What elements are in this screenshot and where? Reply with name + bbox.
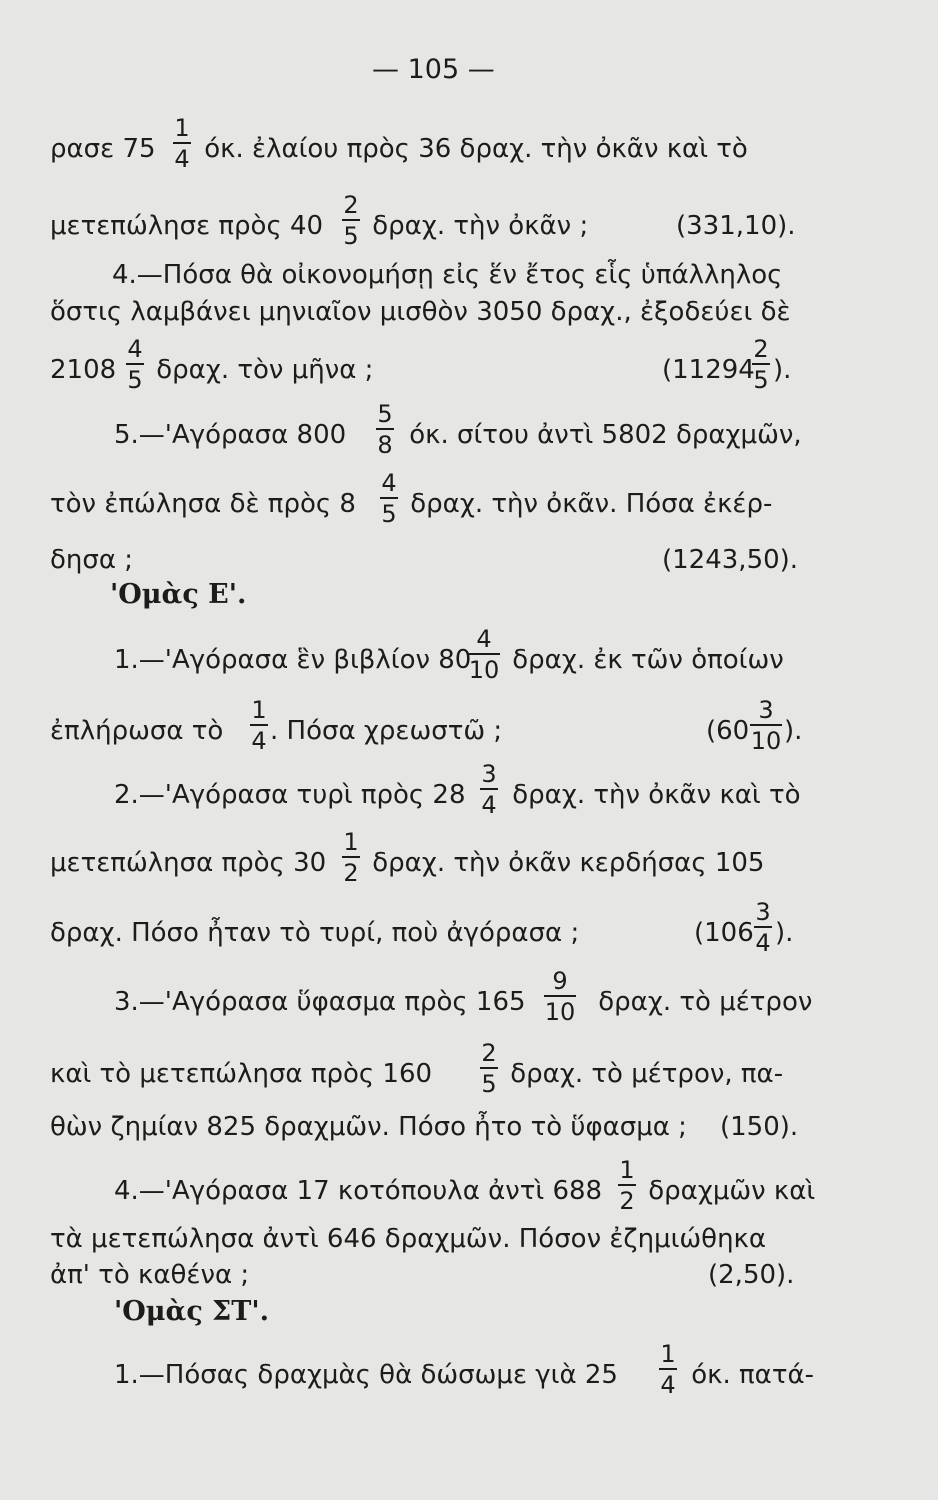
- text-line: 2.—'Αγόρασα τυρὶ πρὸς 28: [114, 780, 466, 810]
- fraction: 2 5: [481, 1039, 497, 1098]
- answer: (331,10).: [676, 211, 796, 241]
- text-line: ὅστις λαμβάνει μηνιαῖον μισθὸν 3050 δραχ., ἐξοδεύει δὲ: [50, 297, 791, 327]
- fraction: 2 5: [753, 335, 769, 394]
- answer: ).: [773, 355, 792, 385]
- text-line: ἐπλήρωσα τὸ: [50, 716, 224, 746]
- text-line: 1.—'Αγόρασα ἓν βιβλίον 80: [114, 645, 472, 675]
- answer: (60: [706, 716, 750, 746]
- fraction: 5 8: [377, 400, 393, 459]
- fraction: 3 4: [755, 898, 771, 957]
- fraction: 1 2: [619, 1156, 635, 1215]
- fraction: 4 10: [468, 625, 500, 684]
- text-line: 1.—Πόσας δραχμὰς θὰ δώσωμε γιὰ 25: [114, 1360, 618, 1390]
- text-line: δραχ. Πόσο ἦταν τὸ τυρί, ποὺ ἀγόρασα ;: [50, 918, 580, 948]
- fraction: 9 10: [544, 967, 576, 1026]
- fraction: 1 4: [251, 696, 267, 755]
- text-line: τὰ μετεπώλησα ἀντὶ 646 δραχμῶν. Πόσον ἐζημιώθηκα: [50, 1224, 767, 1254]
- fraction: 1 4: [660, 1340, 676, 1399]
- text-line: ἀπ' τὸ καθένα ;: [50, 1260, 250, 1290]
- text-line: 4.—Πόσα θὰ οἰκονομήσῃ εἰς ἕν ἔτος εἷς ὑπάλληλος: [112, 260, 783, 290]
- text-line: δραχμῶν καὶ: [640, 1176, 816, 1206]
- text-line: 5.—'Αγόρασα 800: [114, 420, 347, 450]
- text-line: δησα ;: [50, 545, 134, 575]
- text-line: 3.—'Αγόρασα ὕφασμα πρὸς 165: [114, 987, 526, 1017]
- text-line: ρασε 75: [50, 134, 156, 164]
- fraction: 1 2: [343, 828, 359, 887]
- text-line: δραχ. τὴν ὀκᾶν ;: [364, 211, 589, 241]
- page-number: — 105 —: [372, 54, 495, 85]
- text-line: δραχ. τὴν ὀκᾶν. Πόσα ἐκέρ-: [402, 489, 773, 519]
- text-line: μετεπώλησε πρὸς 40: [50, 211, 324, 241]
- answer: (2,50).: [708, 1260, 795, 1290]
- text-line: όκ. ἐλαίου πρὸς 36 δραχ. τὴν ὀκᾶν καὶ τὸ: [196, 134, 748, 164]
- text-line: 2108: [50, 355, 117, 385]
- text-line: όκ. σίτου ἀντὶ 5802 δραχμῶν,: [401, 420, 802, 450]
- fraction: 3 4: [481, 760, 497, 819]
- text-line: όκ. πατά-: [683, 1360, 814, 1390]
- answer: (1243,50).: [662, 545, 799, 575]
- answer: ).: [775, 918, 794, 948]
- text-line: δραχ. τὴν ὀκᾶν κερδήσας 105: [364, 848, 765, 878]
- text-line: θὼν ζημίαν 825 δραχμῶν. Πόσο ἦτο τὸ ὕφασμα ;: [50, 1112, 687, 1142]
- fraction: 3 10: [750, 696, 782, 755]
- fraction: 1 4: [174, 114, 190, 173]
- text-line: δραχ. τὸ μέτρον: [590, 987, 813, 1017]
- text-line: δραχ. ἐκ τῶν ὁποίων: [504, 645, 784, 675]
- text-line: δραχ. τὸ μέτρον, πα-: [502, 1059, 784, 1089]
- text-line: καὶ τὸ μετεπώλησα πρὸς 160: [50, 1059, 433, 1089]
- fraction: 4 5: [127, 335, 143, 394]
- text-line: μετεπώλησα πρὸς 30: [50, 848, 327, 878]
- text-line: . Πόσα χρεωστῶ ;: [270, 716, 503, 746]
- text-line: 4.—'Αγόρασα 17 κοτόπουλα ἀντὶ 688: [114, 1176, 603, 1206]
- answer: (150).: [720, 1112, 799, 1142]
- answer: (106: [694, 918, 754, 948]
- text-line: δραχ. τὴν ὀκᾶν καὶ τὸ: [504, 780, 801, 810]
- fraction: 2 5: [343, 191, 359, 250]
- text-line: τὸν ἐπώλησα δὲ πρὸς 8: [50, 489, 356, 519]
- answer: (11294: [662, 355, 755, 385]
- text-line: δραχ. τὸν μῆνα ;: [148, 355, 374, 385]
- fraction: 4 5: [381, 469, 397, 528]
- section-heading: 'Ομὰς ΣΤ'.: [114, 1296, 270, 1327]
- section-heading: 'Ομὰς Ε'.: [110, 579, 247, 610]
- answer: ).: [784, 716, 803, 746]
